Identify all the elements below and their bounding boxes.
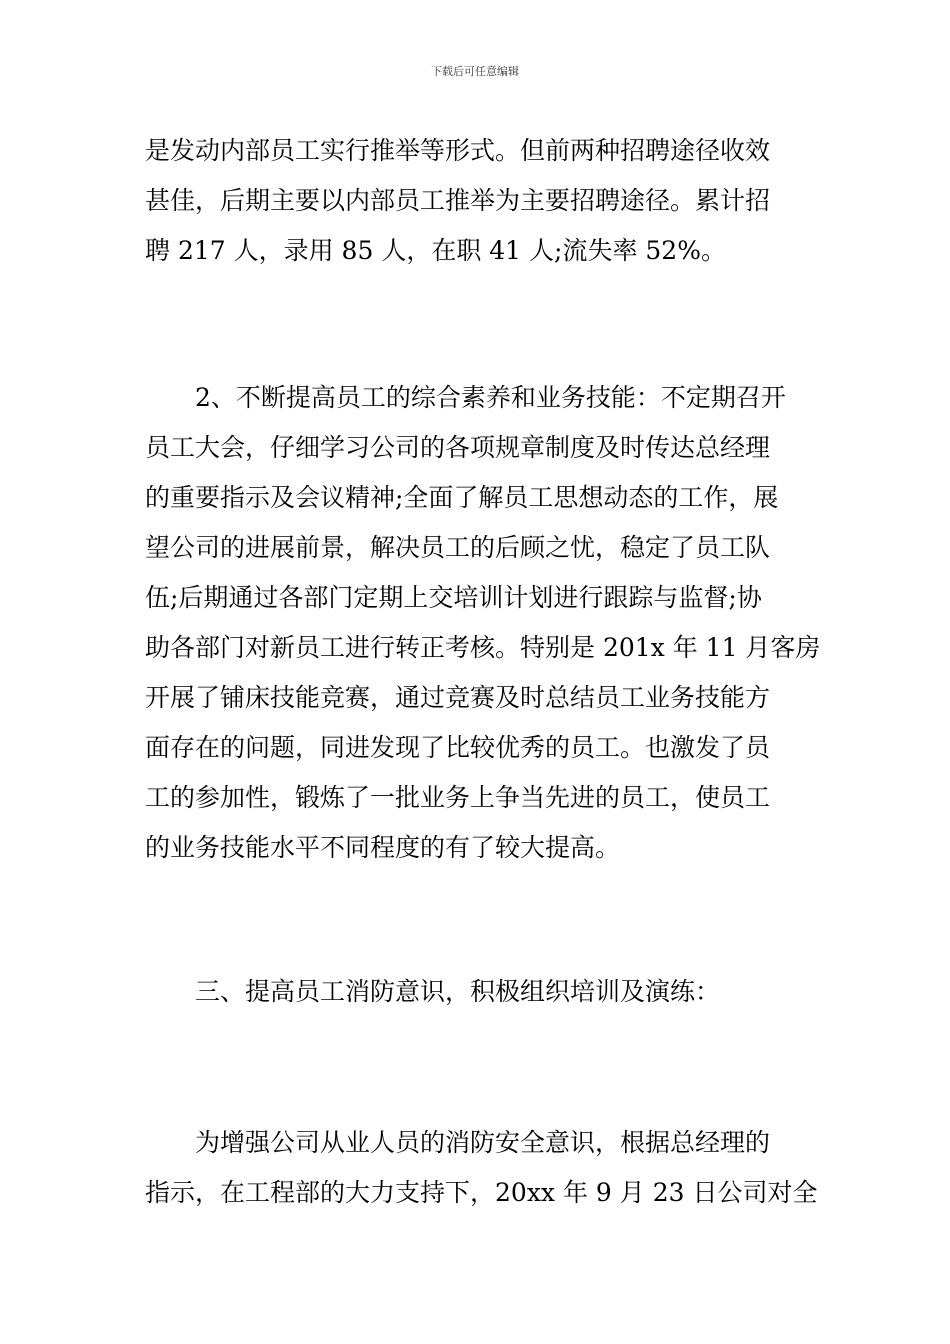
paragraph-line: 工的参加性，锻炼了一批业务上争当先进的员工，使员工 <box>145 783 771 812</box>
paragraph-fire-safety-training <box>145 1118 818 1218</box>
paragraph-line: 为增强公司从业人员的消防安全意识，根据总经理的 <box>195 1128 771 1157</box>
paragraph-line: 是发动内部员工实行推举等形式。但前两种招聘途径收效 <box>145 136 771 165</box>
section-heading-fire-safety <box>145 967 808 1017</box>
paragraph-line: 指示，在工程部的大力支持下，20xx 年 9 月 23 日公司对全 <box>145 1178 818 1207</box>
paragraph-line: 聘 217 人，录用 85 人，在职 41 人;流失率 52%。 <box>145 236 726 265</box>
paragraph-line: 面存在的问题，同进发现了比较优秀的员工。也激发了员 <box>145 733 771 762</box>
paragraph-line: 伍;后期通过各部门定期上交培训计划进行跟踪与监督;协 <box>145 583 762 612</box>
paragraph-staff-skills <box>145 373 821 873</box>
paragraph-line: 员工大会，仔细学习公司的各项规章制度及时传达总经理 <box>145 433 771 462</box>
paragraph-recruitment-summary <box>145 126 808 276</box>
paragraph-line: 的业务技能水平不同程度的有了较大提高。 <box>145 833 621 862</box>
paragraph-line: 的重要指示及会议精神;全面了解员工思想动态的工作，展 <box>145 483 779 512</box>
paragraph-line: 开展了铺床技能竞赛，通过竞赛及时总结员工业务技能方 <box>145 683 771 712</box>
page-header-note: 下载后可任意编辑 <box>431 65 519 78</box>
paragraph-line: 甚佳，后期主要以内部员工推举为主要招聘途径。累计招 <box>145 186 771 215</box>
section-heading-line: 三、提高员工消防意识，积极组织培训及演练： <box>195 977 721 1006</box>
paragraph-line: 望公司的进展前景，解决员工的后顾之忧，稳定了员工队 <box>145 533 771 562</box>
paragraph-line: 2、不断提高员工的综合素养和业务技能：不定期召开 <box>195 383 786 412</box>
paragraph-line: 助各部门对新员工进行转正考核。特别是 201x 年 11 月客房 <box>145 633 821 662</box>
